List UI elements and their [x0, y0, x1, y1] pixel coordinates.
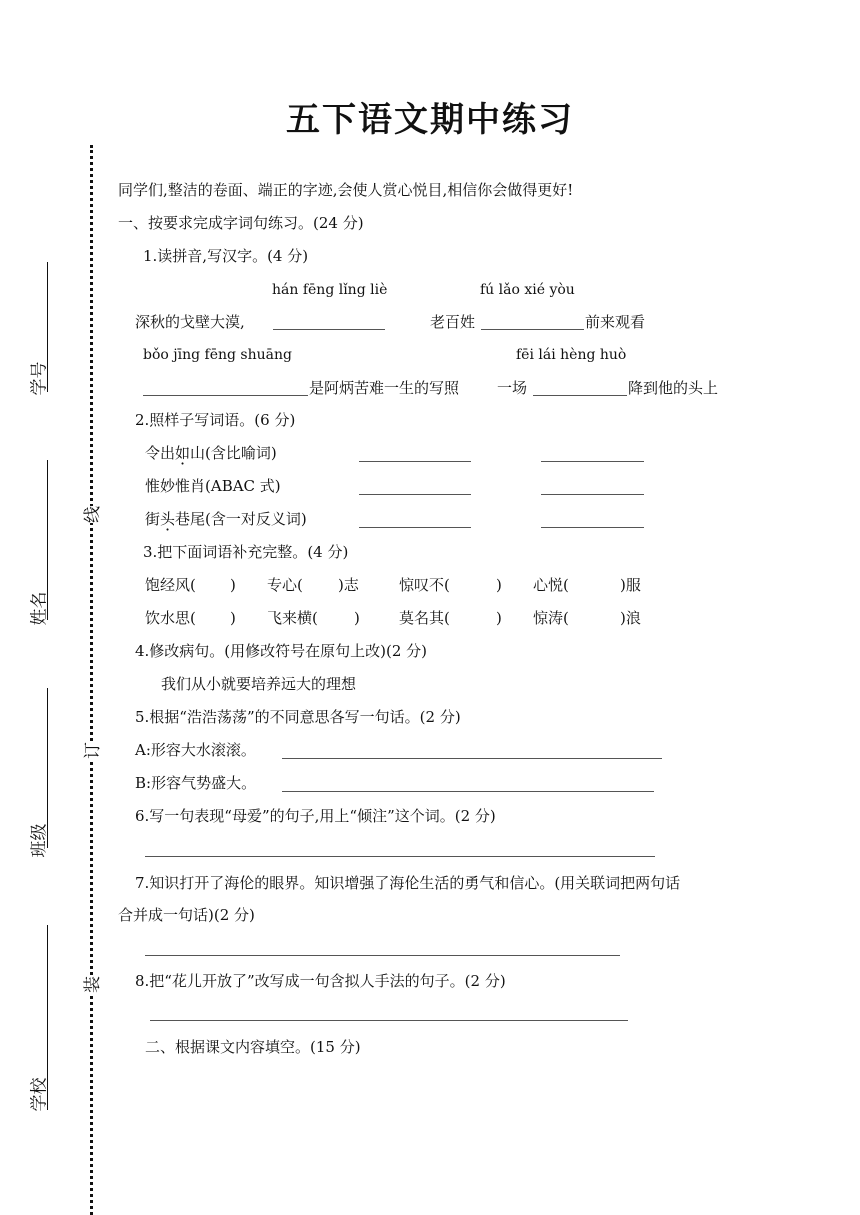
q1-answer-blank-4[interactable] — [533, 395, 627, 396]
name-field[interactable] — [47, 460, 48, 620]
page-title: 五下语文期中练习 — [286, 100, 574, 140]
q2-row2-blank-2[interactable] — [541, 494, 644, 495]
q2-row3-blank-2[interactable] — [541, 527, 644, 528]
q3-item-1b: 专心( — [267, 576, 303, 594]
q3-item-2a: 饮水思( — [145, 609, 196, 627]
q7-heading: 7.知识打开了海伦的眼界。知识增强了海伦生活的勇气和信心。(用关联词把两句话 — [135, 874, 681, 892]
school-label: 学校 — [29, 1077, 50, 1112]
q1-heading: 1.读拼音,写汉字。(4 分) — [143, 247, 309, 265]
q2-row1-blank-2[interactable] — [541, 461, 644, 462]
q7-heading-cont: 合并成一句话)(2 分) — [118, 906, 255, 924]
q3-heading: 3.把下面词语补充完整。(4 分) — [143, 543, 349, 561]
name-label: 姓名 — [29, 591, 50, 626]
q1-line1-mid: 老百姓 — [430, 313, 476, 331]
intro-text: 同学们,整洁的卷面、端正的字迹,会使人赏心悦目,相信你会做得更好! — [118, 181, 574, 199]
q1-line2-mid: 是阿炳苦难一生的写照 — [309, 379, 460, 397]
student-number-field[interactable] — [47, 262, 48, 392]
q2-row3-blank-1[interactable] — [359, 527, 471, 528]
q3-item-1b-close: )志 — [338, 576, 359, 594]
q8-heading: 8.把“花儿开放了”改写成一句含拟人手法的句子。(2 分) — [135, 972, 506, 990]
q1-answer-blank-2[interactable] — [481, 329, 584, 330]
q1-pinyin-b: fú lǎo xié yòu — [480, 282, 575, 298]
q3-item-1d: 心悦( — [533, 576, 569, 594]
q4-sentence: 我们从小就要培养远大的理想 — [161, 675, 357, 693]
q2-row2-word: 惟妙惟肖(ABAC 式) — [145, 477, 281, 495]
q6-answer-line[interactable] — [145, 856, 655, 857]
q6-heading: 6.写一句表现“母爱”的句子,用上“倾注”这个词。(2 分) — [135, 807, 496, 825]
q1-pinyin-a: hán fēng lǐng liè — [272, 282, 388, 298]
section1-heading: 一、按要求完成字词句练习。(24 分) — [118, 214, 364, 232]
q5-a-label: A:形容大水滚滚。 — [135, 741, 256, 759]
q3-item-1c-close: ) — [496, 576, 502, 594]
q1-answer-blank-3[interactable] — [143, 395, 308, 396]
q3-item-2c: 莫名其( — [399, 609, 450, 627]
q1-line2-pre2: 一场 — [497, 379, 528, 397]
student-number-label: 学号 — [29, 361, 50, 396]
binding-dotted-line — [90, 145, 93, 1215]
q3-item-1c: 惊叹不( — [399, 576, 450, 594]
q2-row1-word: 令出如山(含比喻词) — [145, 444, 277, 462]
q3-item-2d: 惊涛( — [533, 609, 569, 627]
q4-heading: 4.修改病句。(用修改符号在原句上改)(2 分) — [135, 642, 428, 660]
q3-item-1d-close: )服 — [620, 576, 641, 594]
q2-row1-blank-1[interactable] — [359, 461, 471, 462]
q7-answer-line[interactable] — [145, 955, 620, 956]
q2-row3-word: 街头巷尾(含一对反义词) — [145, 510, 307, 528]
q3-item-2d-close: )浪 — [620, 609, 641, 627]
binding-marker-line: 线 — [76, 506, 105, 523]
q1-pinyin-d: fēi lái hèng huò — [516, 347, 627, 363]
q1-line1-pre: 深秋的戈壁大漠, — [135, 313, 245, 331]
q8-answer-line[interactable] — [150, 1020, 628, 1021]
q3-item-2b-close: ) — [354, 609, 360, 627]
q5-b-label: B:形容气势盛大。 — [135, 774, 257, 792]
class-label: 班级 — [29, 823, 50, 858]
school-field[interactable] — [47, 925, 48, 1110]
q5-a-answer-line[interactable] — [282, 758, 662, 759]
section2-heading: 二、根据课文内容填空。(15 分) — [145, 1038, 361, 1056]
q5-b-answer-line[interactable] — [282, 791, 654, 792]
q1-line1-post: 前来观看 — [585, 313, 646, 331]
class-field[interactable] — [47, 688, 48, 848]
binding-marker-ding: 订 — [76, 742, 105, 759]
q3-item-1a: 饱经风( — [145, 576, 196, 594]
q1-answer-blank-1[interactable] — [273, 329, 385, 330]
q1-pinyin-c: bǒo jīng fēng shuāng — [143, 347, 292, 363]
q5-heading: 5.根据“浩浩荡荡”的不同意思各写一句话。(2 分) — [135, 708, 461, 726]
q3-item-2b: 飞来横( — [267, 609, 318, 627]
q3-item-1a-close: ) — [230, 576, 236, 594]
q3-item-2c-close: ) — [496, 609, 502, 627]
q3-item-2a-close: ) — [230, 609, 236, 627]
binding-marker-zhuang: 装 — [76, 976, 105, 993]
q2-heading: 2.照样子写词语。(6 分) — [135, 411, 296, 429]
q2-row2-blank-1[interactable] — [359, 494, 471, 495]
q1-line2-post: 降到他的头上 — [628, 379, 719, 397]
